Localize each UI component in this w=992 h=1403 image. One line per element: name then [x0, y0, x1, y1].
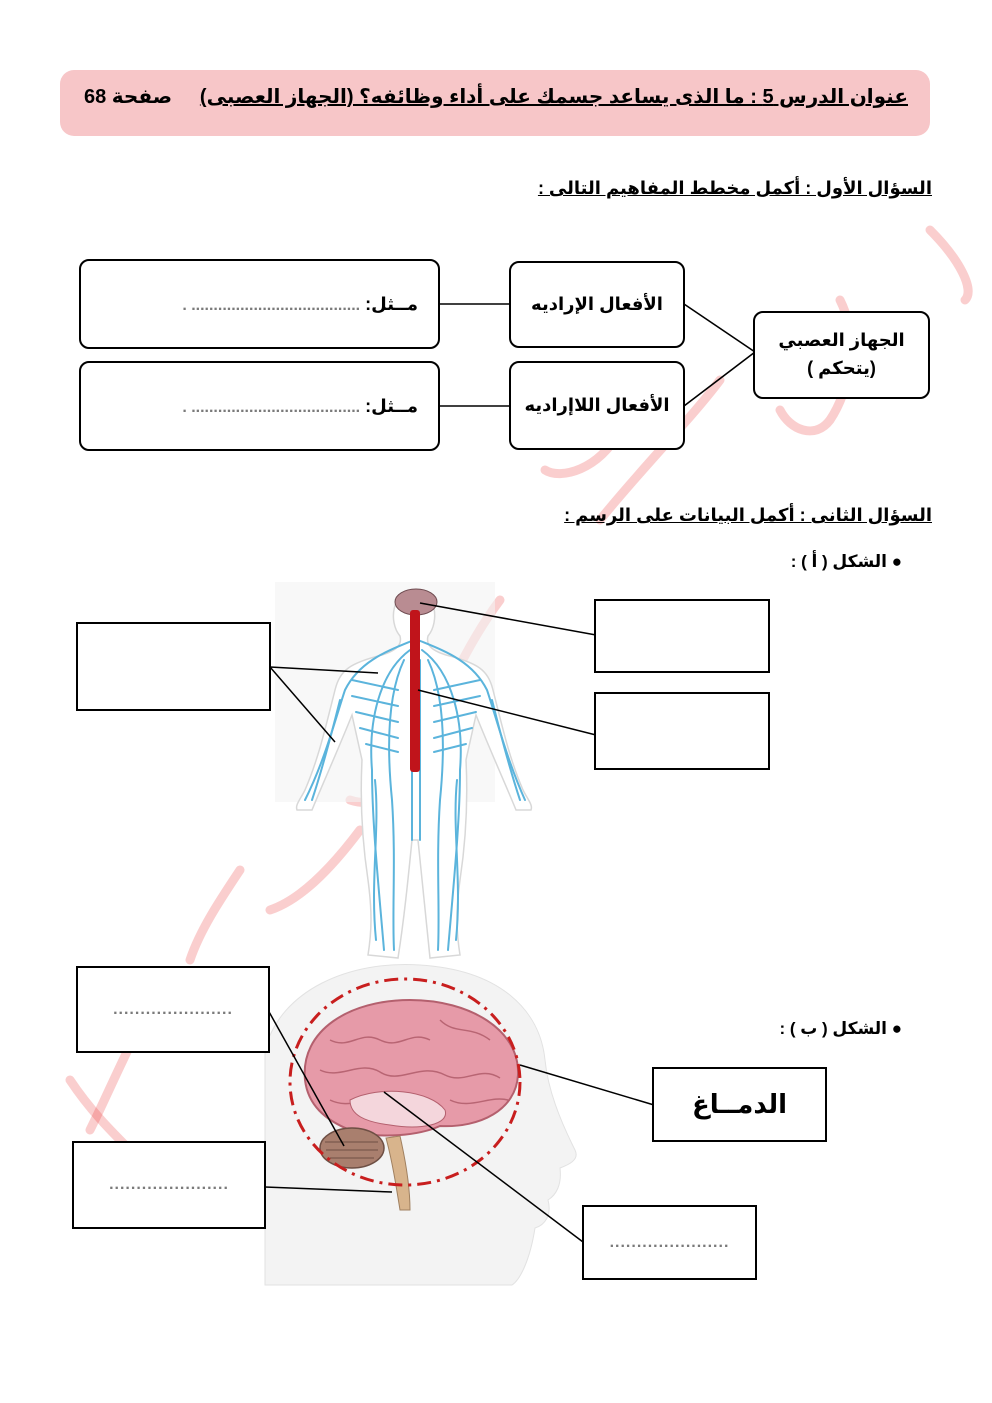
root-line-1: الجهاز العصبي: [778, 330, 905, 351]
blank-cerebrum: ......................: [609, 1233, 730, 1251]
lesson-title: عنوان الدرس 5 : ما الذى يساعد جسمك على أداء وظائفه؟ (الجهاز العصبى): [199, 86, 908, 108]
label-box-brainstem[interactable]: [72, 1141, 266, 1229]
question-2-title: السؤال الثانى : أكمل البيانات على الرسم :: [564, 505, 932, 525]
blank-cerebellum: ......................: [113, 1000, 233, 1018]
bullet-icon: ●: [891, 552, 902, 571]
voluntary-label: الأفعال الإراديه: [531, 294, 663, 314]
figure-b-label: الشكل ( ب ) :: [779, 1019, 887, 1038]
page-number: صفحة 68: [84, 86, 173, 108]
example-blank: ...................................... .: [182, 296, 361, 314]
label-box-cerebrum[interactable]: [582, 1205, 757, 1280]
label-box-brain: [652, 1067, 827, 1142]
example-blank: ...................................... .: [182, 398, 361, 416]
brain-label: الدمــاغ: [691, 1089, 788, 1119]
example-label: مــثل:: [365, 293, 418, 314]
root-line-2: (يتحكم ): [807, 358, 876, 378]
label-box-cerebellum[interactable]: [76, 966, 270, 1053]
involuntary-label: الأفعال اللاإراديه: [524, 395, 670, 415]
example-label: مــثل:: [365, 395, 418, 416]
blank-brainstem: ......................: [109, 1176, 229, 1193]
figure-a-label: الشكل ( أ ) :: [790, 552, 887, 571]
question-1-title: السؤال الأول : أكمل مخطط المفاهيم التالى :: [537, 178, 932, 198]
bullet-icon: ●: [891, 1019, 902, 1038]
